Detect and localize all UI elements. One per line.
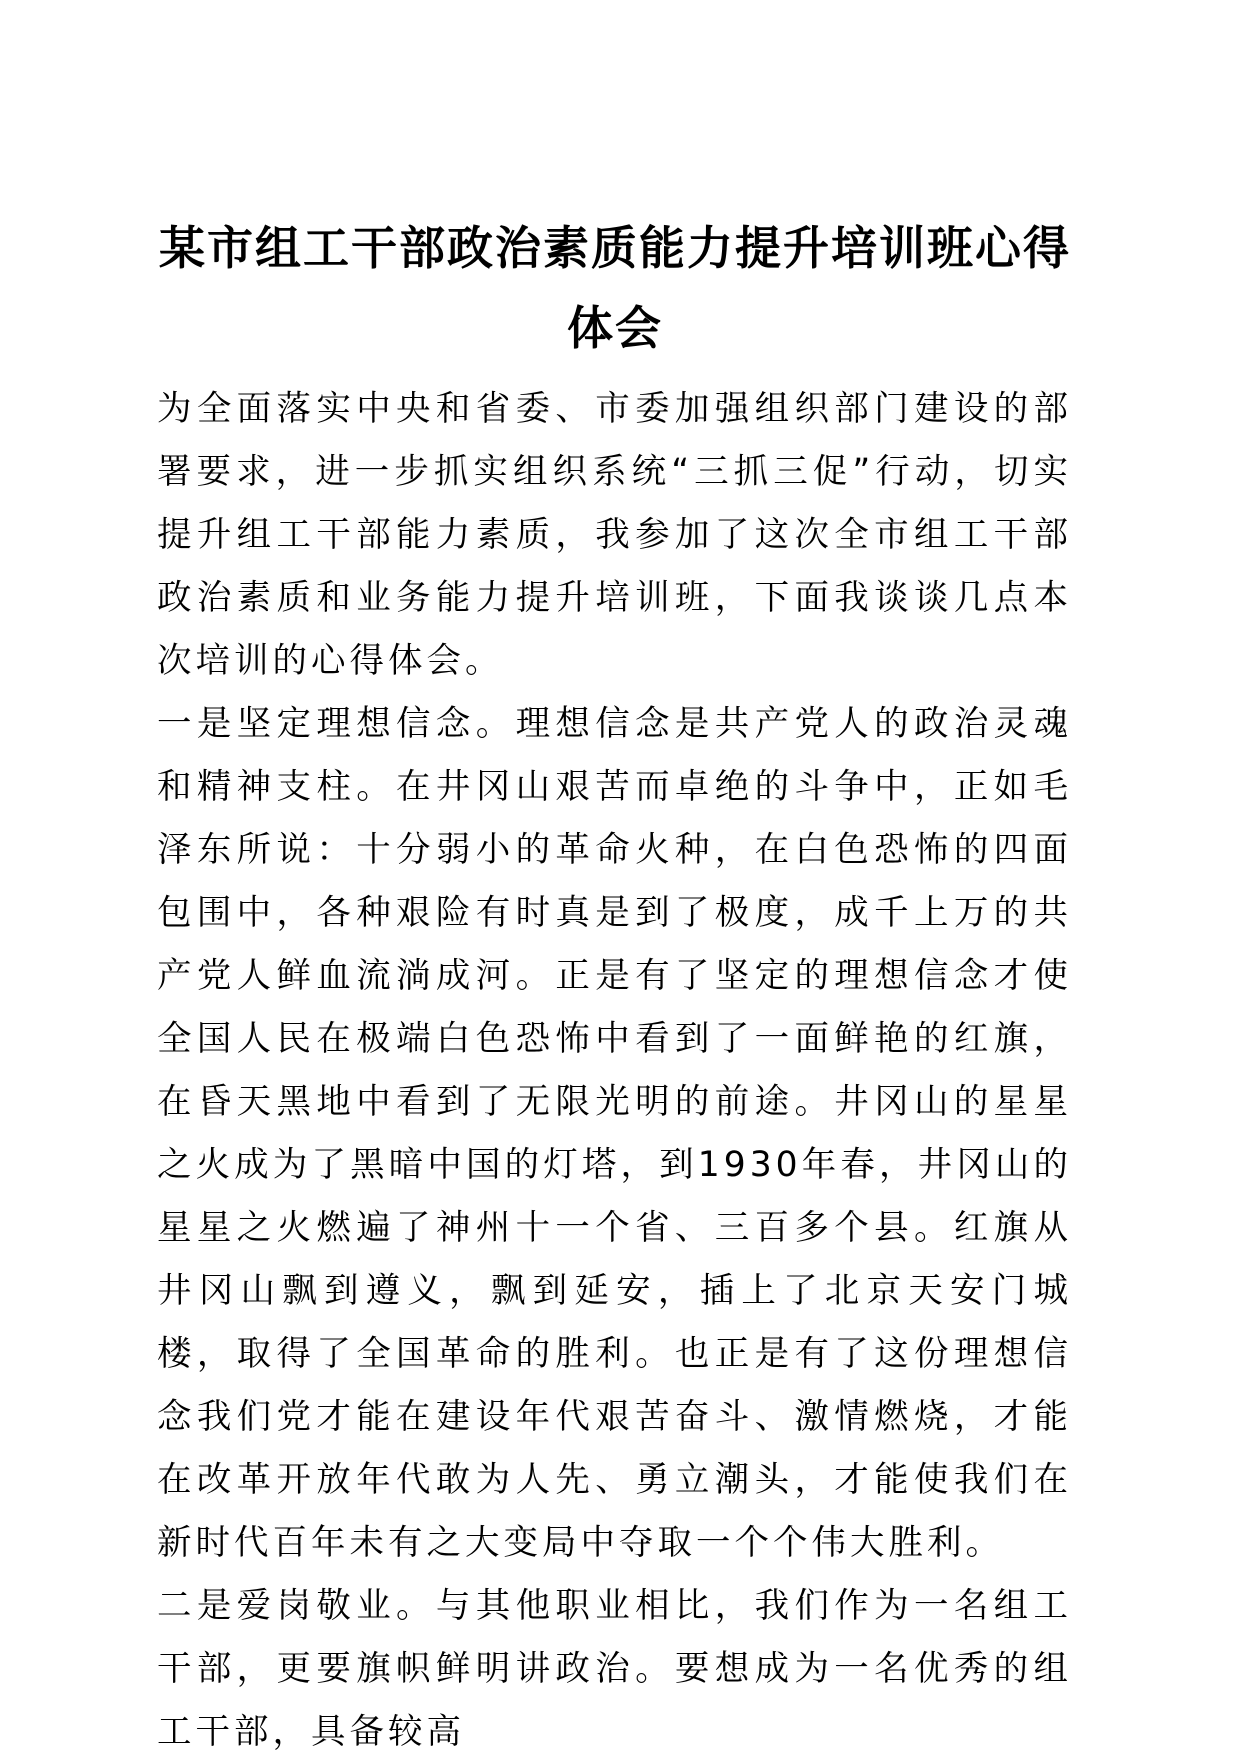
paragraph-intro: 为全面落实中央和省委、市委加强组织部门建设的部署要求，进一步抓实组织系统“三抓三促”行动，切实提升组工干部能力素质，我参加了这次全市组工干部政治素质和业务能力提升培训班，下面我谈谈几点本次培训的心得体会。: [157, 389, 1072, 681]
paragraph-ideals: 一是坚定理想信念。理想信念是共产党人的政治灵魂和精神支柱。在井冈山艰苦而卓绝的斗争中，正如毛泽东所说：十分弱小的革命火种，在白色恐怖的四面包围中，各种艰险有时真是到了极度，成千上万的共产党人鲜血流淌成河。正是有了坚定的理想信念才使全国人民在极端白色恐怖中看到了一面鲜艳的红旗，在昏天黑地中看到了无限光明的前途。井冈山的星星之火成为了黑暗中国的灯塔，到1930年春，井冈山的星星之火燃遍了神州十一个省、三百多个县。红旗从井冈山飘到遵义，飘到延安，插上了北京天安门城楼，取得了全国革命的胜利。也正是有了这份理想信念我们党才能在建设年代艰苦奋斗、激情燃烧，才能在改革开放年代敢为人先、勇立潮头，才能使我们在新时代百年未有之大变局中夺取一个个伟大胜利。: [157, 704, 1072, 1563]
paragraph-dedication: 二是爱岗敬业。与其他职业相比，我们作为一名组工干部，更要旗帜鲜明讲政治。要想成为一名优秀的组工干部，具备较高: [157, 1586, 1072, 1752]
document-title: 某市组工干部政治素质能力提升培训班心得体会: [159, 221, 1071, 355]
document-body: [157, 378, 1072, 1764]
